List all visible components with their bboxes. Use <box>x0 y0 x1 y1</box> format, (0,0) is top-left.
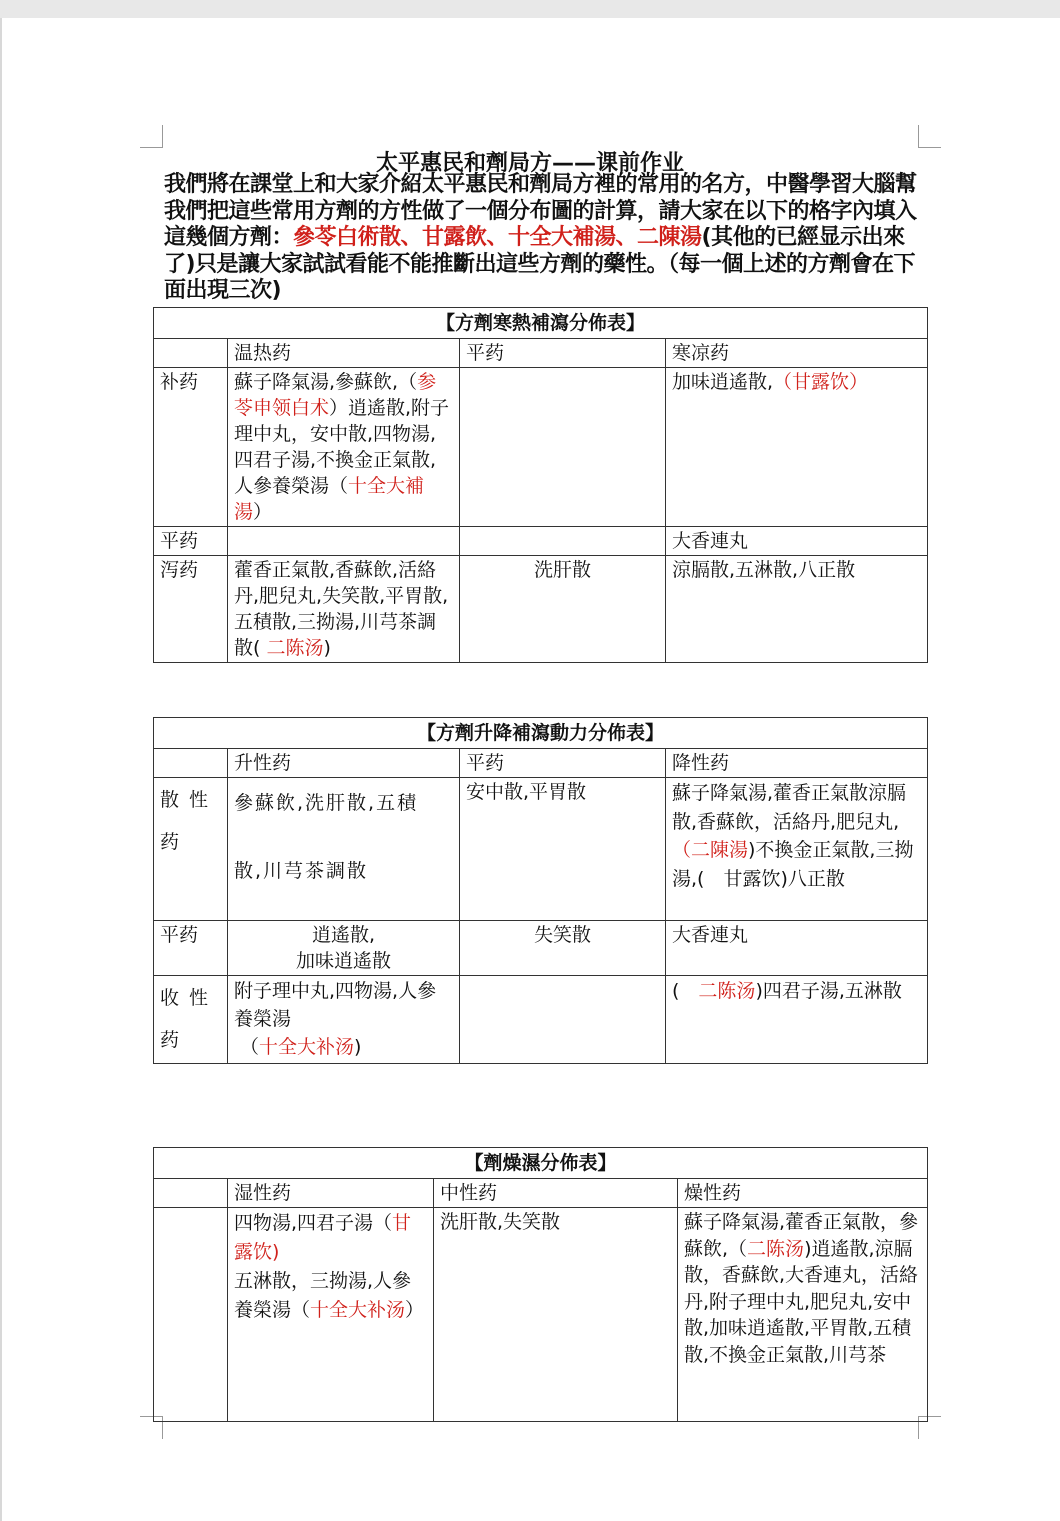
table-cell <box>460 368 666 527</box>
cell-text: ) <box>323 637 331 659</box>
row-header: 补药 <box>154 368 228 527</box>
table-dry-wet <box>153 1147 928 1422</box>
table-cell <box>460 527 666 556</box>
cell-text: （ <box>240 1036 260 1058</box>
answer-text: 十全大补汤 <box>259 1036 355 1058</box>
cell-text: 五淋散，三拗湯,人參養榮湯（ <box>234 1270 412 1321</box>
answer-text: 十全大补汤 <box>310 1299 406 1321</box>
cell-text: 蘇子降氣湯,藿香正氣散涼膈散,香蘇飲，活絡丹,肥兒丸, <box>672 782 907 833</box>
table-cell: 失笑散 <box>460 921 666 976</box>
document-title: 太平惠民和劑局方——课前作业 <box>375 151 684 176</box>
table-cell: 洗肝散 <box>460 556 666 663</box>
table-caption: 【劑燥濕分佈表】 <box>154 1148 928 1179</box>
col-header: 温热药 <box>228 339 460 368</box>
col-header: 中性药 <box>434 1179 678 1208</box>
table-cell <box>228 778 460 921</box>
table-cell <box>228 976 460 1064</box>
col-header: 降性药 <box>666 749 928 778</box>
table-cell: 大香連丸 <box>666 527 928 556</box>
table-cell <box>460 976 666 1064</box>
answer-text: 二陈汤 <box>679 980 756 1002</box>
table-caption: 【方劑寒熱補瀉分佈表】 <box>154 308 928 339</box>
intro-text-1: 我們將在課堂上和大家介紹太平惠民和劑局方裡的常用的名方，中醫學習大腦幫我們把這些常用方劑的方性做了一個分布圖的計算，請大家在以下的格字內填入這幾個方劑： <box>164 172 917 250</box>
cell-text: )四君子湯,五淋散 <box>755 980 902 1002</box>
table-cell: 涼膈散,五淋散,八正散 <box>666 556 928 663</box>
table-cell <box>228 368 460 527</box>
col-header: 升性药 <box>228 749 460 778</box>
cell-text: 散,川芎茶調散 <box>234 860 369 882</box>
cell-text: 附子理中丸,四物湯,人參養榮湯 <box>234 980 437 1030</box>
table-cell: 安中散,平胃散 <box>460 778 666 921</box>
crop-mark-top-right <box>918 125 941 148</box>
cell-text: ( <box>672 980 680 1002</box>
answer-text: （二陳湯 <box>672 839 749 861</box>
cell-text: )不換金正氣散,三拗湯,( 甘露饮)八正散 <box>672 839 914 890</box>
col-header: 平药 <box>460 339 666 368</box>
cell-text: ) <box>354 1036 362 1058</box>
cell-text: ）逍遙散,附子理中丸，安中散,四物湯,四君子湯,不換金正氣散,人參養榮湯（ <box>234 397 450 497</box>
answer-text: （甘露饮） <box>773 371 869 393</box>
cell-text: （ <box>398 371 418 393</box>
row-header: 平药 <box>154 921 228 976</box>
table-up-down <box>153 717 928 1064</box>
table-cell <box>678 1208 928 1422</box>
intro-highlight: 參苓白術散、甘露飲、十全大補湯、二陳湯 <box>293 225 702 250</box>
answer-text: 甘露饮) <box>234 1212 412 1263</box>
cell-text: 蘇子降氣湯,參蘇飲, <box>234 371 399 393</box>
table-cell <box>228 527 460 556</box>
table-cell <box>228 556 460 663</box>
top-status-bar <box>0 0 1060 18</box>
col-header: 燥性药 <box>678 1179 928 1208</box>
intro-text-2: (其他的已經显示出來了)只是讓大家試試看能不能推斷出這些方劑的藥性。（每一個上述的方劑會在下面出現三次) <box>164 225 916 303</box>
answer-text: 参苓申领白术 <box>234 371 437 419</box>
table-cold-hot <box>153 307 928 663</box>
table-cell: 逍遙散, 加味逍遙散 <box>228 921 460 976</box>
table-cell <box>228 1208 434 1422</box>
cell-text: )逍遙散,涼膈散，香蘇飲,大香連丸，活絡丹,附子理中丸,肥兒丸,安中散,加味逍遙散,平胃散,五積散,不換金正氣散,川芎茶 <box>684 1237 919 1366</box>
table-caption: 【方劑升降補瀉動力分佈表】 <box>154 718 928 749</box>
intro-paragraph <box>164 172 924 305</box>
cell-text: 藿香正氣散,香蘇飲,活絡丹,肥兒丸,失笑散,平胃散,五積散,三拗湯,川芎茶調散( <box>234 559 449 659</box>
row-header: 散 性 药 <box>154 778 228 921</box>
table-cell <box>666 778 928 921</box>
cell-text: ） <box>253 501 273 523</box>
cell-text: 參蘇飲,洗肝散,五積 <box>234 792 419 814</box>
col-header: 寒凉药 <box>666 339 928 368</box>
header-empty <box>154 339 228 368</box>
cell-text: 蘇子降氣湯,藿香正氣散，參蘇飲,（ <box>684 1211 919 1260</box>
cell-text: 加味逍遙散, <box>672 371 774 393</box>
header-empty <box>154 1179 228 1208</box>
answer-text: 二陈汤 <box>260 637 324 659</box>
table-cell <box>154 1208 228 1422</box>
row-header: 泻药 <box>154 556 228 663</box>
col-header: 湿性药 <box>228 1179 434 1208</box>
cell-text: ） <box>405 1299 425 1321</box>
table-cell <box>666 368 928 527</box>
header-empty <box>154 749 228 778</box>
table-cell: 洗肝散,失笑散 <box>434 1208 678 1422</box>
col-header: 平药 <box>460 749 666 778</box>
crop-mark-top-left <box>140 125 163 148</box>
table-cell: 大香連丸 <box>666 921 928 976</box>
row-header: 收 性 药 <box>154 976 228 1064</box>
row-header: 平药 <box>154 527 228 556</box>
page-edge <box>0 18 2 1521</box>
answer-text: 二陈汤 <box>747 1237 805 1260</box>
answer-text: 十全大補湯 <box>234 475 425 523</box>
table-cell <box>666 976 928 1064</box>
cell-text: 四物湯,四君子湯（ <box>234 1212 393 1234</box>
